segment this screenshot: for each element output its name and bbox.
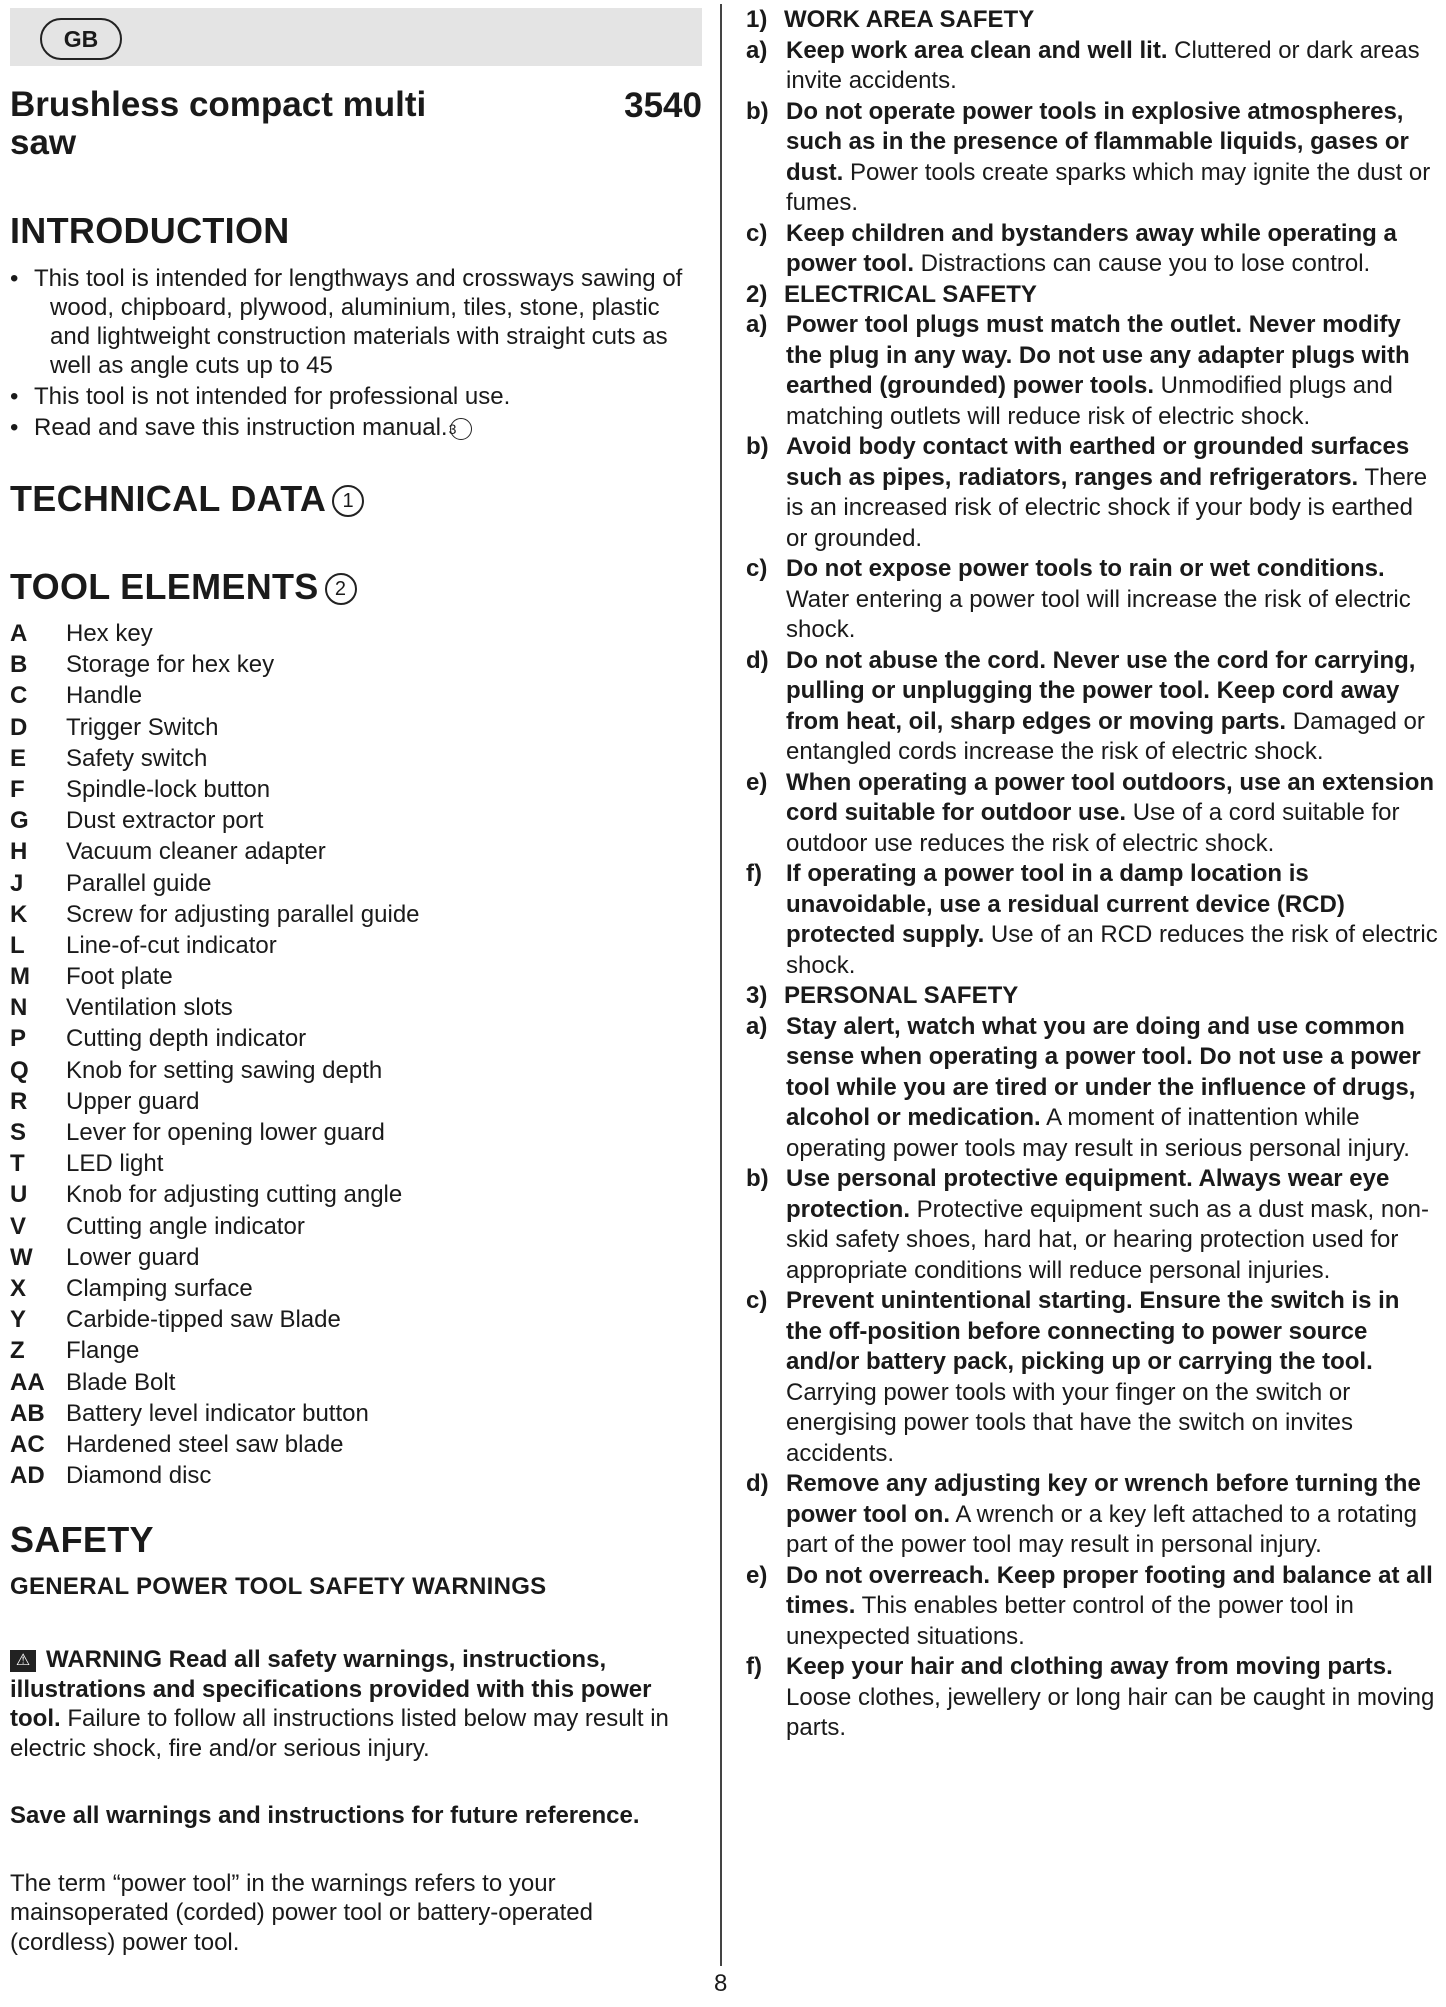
safety-item-text: Power tools create sparks which may ignite the dust or fumes. bbox=[786, 158, 1431, 216]
tool-element-name: Carbide-tipped saw Blade bbox=[66, 1306, 341, 1334]
safety-item-label: a) bbox=[746, 311, 768, 338]
safety-item-label: a) bbox=[746, 1012, 768, 1040]
tool-element-row bbox=[10, 836, 702, 867]
safety-item-bold: If operating a power tool in a damp location is unavoidable, use a residual current device (RCD) protected supply. bbox=[786, 860, 1345, 948]
safety-item-bold: Avoid body contact with earthed or grounded surfaces such as pipes, radiators, ranges and refrigerators. bbox=[786, 433, 1410, 491]
safety-item-label: b) bbox=[746, 97, 769, 125]
tool-element-row bbox=[10, 1304, 702, 1335]
safety-item bbox=[746, 219, 1438, 280]
tool-element-name: Clamping surface bbox=[66, 1274, 253, 1302]
safety-item-bold: Do not abuse the cord. Never use the cord for carrying, pulling or unplugging the power tool. Keep cord away from heat, oil, sharp edges or moving parts. bbox=[786, 646, 1416, 735]
introduction-heading: INTRODUCTION bbox=[10, 210, 290, 251]
tool-element-letter: K bbox=[10, 900, 28, 928]
safety-item-bold: Power tool plugs must match the outlet. Never modify the plug in any way. Do not use any adapter plugs with earthed (grounded) power tools. bbox=[786, 311, 1410, 399]
safety-item-text: Unmodified plugs and matching outlets will reduce risk of electric shock. bbox=[786, 372, 1393, 430]
term-note: The term “power tool” in the warnings refers to your mainsoperated (corded) power tool or battery-operated (cordless) power tool. bbox=[10, 1869, 593, 1956]
tool-element-name: Safety switch bbox=[66, 744, 208, 772]
page-number: 8 bbox=[714, 1970, 728, 1997]
section-heading bbox=[746, 280, 1438, 311]
safety-item-body bbox=[786, 859, 1438, 981]
tool-element-name: Cutting depth indicator bbox=[66, 1025, 307, 1053]
tool-elements-list bbox=[10, 618, 702, 1491]
safety-item bbox=[746, 310, 1438, 432]
tool-element-name: Vacuum cleaner adapter bbox=[66, 838, 326, 866]
tool-element-row bbox=[10, 1273, 702, 1304]
section-heading bbox=[746, 981, 1438, 1012]
warning-paragraph: ⚠ WARNING Read all safety warnings, instructions, illustrations and specifications provided with this power tool. Failure to follow all instructions listed below may result in electric shock, fire and/or serious injury. bbox=[10, 1646, 669, 1762]
tool-element-row bbox=[10, 1398, 702, 1429]
tool-element-row bbox=[10, 1023, 702, 1054]
safety-item-bold: Prevent unintentional starting. Ensure the switch is in the off-position before connecting to power source and/or battery pack, picking up or carrying the tool. bbox=[786, 1287, 1400, 1375]
tool-element-row bbox=[10, 1055, 702, 1086]
tool-element-letter: E bbox=[10, 744, 27, 772]
title-row bbox=[10, 86, 702, 168]
safety-item-label: a) bbox=[746, 36, 768, 64]
tool-element-row bbox=[10, 1367, 702, 1398]
safety-item-body bbox=[786, 36, 1438, 97]
safety-heading: SAFETY bbox=[10, 1519, 154, 1561]
tool-element-name: Lever for opening lower guard bbox=[66, 1119, 385, 1146]
tool-element-row bbox=[10, 961, 702, 992]
tool-element-row bbox=[10, 649, 702, 680]
tool-element-letter: J bbox=[10, 869, 24, 897]
safety-item-label: c) bbox=[746, 555, 768, 582]
safety-item-bold: Use personal protective equipment. Always wear eye protection. bbox=[786, 1165, 1390, 1223]
tool-element-name: Trigger Switch bbox=[66, 713, 219, 741]
tool-element-row bbox=[10, 1460, 702, 1491]
tool-element-name: Diamond disc bbox=[66, 1462, 212, 1490]
list-item: • Read and save this instruction manual.3 bbox=[10, 413, 702, 442]
tool-element-name: LED light bbox=[66, 1150, 164, 1178]
list-item: • This tool is not intended for professional use. bbox=[10, 383, 511, 410]
tool-element-letter: AB bbox=[10, 1399, 45, 1427]
safety-item-text: Loose clothes, jewellery or long hair can be caught in moving parts. bbox=[786, 1683, 1435, 1741]
tool-element-name: Battery level indicator button bbox=[66, 1399, 369, 1427]
tool-element-row bbox=[10, 743, 702, 774]
tool-element-letter: W bbox=[10, 1243, 33, 1271]
tool-element-name: Line-of-cut indicator bbox=[66, 931, 277, 959]
safety-item-bold: Do not operate power tools in explosive atmospheres, such as in the presence of flammable liquids, gases or dust. bbox=[786, 97, 1409, 186]
tool-element-letter: A bbox=[10, 620, 28, 647]
tool-element-letter: N bbox=[10, 994, 28, 1022]
figure-ref-2: 2 bbox=[325, 573, 357, 605]
safety-item-text: A wrench or a key left attached to a rotating part of the power tool may result in personal injury. bbox=[786, 1500, 1417, 1558]
tool-element-letter: H bbox=[10, 838, 28, 866]
section-number: 1) bbox=[746, 6, 768, 33]
safety-item-body bbox=[786, 219, 1438, 280]
tool-element-letter: P bbox=[10, 1025, 27, 1053]
tool-element-letter: U bbox=[10, 1181, 28, 1209]
language-bar bbox=[10, 8, 702, 66]
tool-element-letter: X bbox=[10, 1274, 27, 1302]
tool-element-row bbox=[10, 1211, 702, 1242]
safety-item-label: b) bbox=[746, 433, 769, 460]
safety-item-body bbox=[786, 768, 1438, 860]
right-column bbox=[746, 5, 1438, 1744]
tool-element-name: Hex key bbox=[66, 620, 153, 647]
section-number: 2) bbox=[746, 280, 768, 308]
safety-item-text: Protective equipment such as a dust mask, non-skid safety shoes, hard hat, or hearing protection used for appropriate conditions will reduce personal injuries. bbox=[786, 1195, 1429, 1284]
tool-element-name: Flange bbox=[66, 1337, 140, 1365]
safety-item-body bbox=[786, 554, 1438, 646]
tool-element-letter: Z bbox=[10, 1337, 25, 1365]
tool-element-letter: AD bbox=[10, 1462, 45, 1490]
tool-element-letter: Q bbox=[10, 1056, 29, 1084]
tool-element-letter: AA bbox=[10, 1368, 45, 1396]
tool-element-letter: AC bbox=[10, 1430, 45, 1458]
safety-item bbox=[746, 1286, 1438, 1469]
safety-item bbox=[746, 1561, 1438, 1653]
safety-item-text: A moment of inattention while operating power tools may result in serious personal injury. bbox=[786, 1104, 1410, 1162]
safety-item-body bbox=[786, 310, 1438, 432]
safety-subheading: GENERAL POWER TOOL SAFETY WARNINGS bbox=[10, 1573, 547, 1601]
safety-item-bold: Do not overreach. Keep proper footing and balance at all times. bbox=[786, 1561, 1433, 1619]
safety-item-label: f) bbox=[746, 860, 762, 887]
tool-element-row bbox=[10, 1086, 702, 1117]
safety-item-text: Use of an RCD reduces the risk of electric shock. bbox=[786, 921, 1438, 979]
tool-element-row bbox=[10, 899, 702, 930]
tool-element-row bbox=[10, 1242, 702, 1273]
tool-element-letter: R bbox=[10, 1087, 28, 1115]
safety-item bbox=[746, 1652, 1438, 1744]
tool-element-letter: L bbox=[10, 931, 25, 959]
safety-item-bold: Do not expose power tools to rain or wet conditions. bbox=[786, 555, 1385, 582]
save-note: Save all warnings and instructions for future reference. bbox=[10, 1802, 640, 1830]
tool-element-row bbox=[10, 930, 702, 961]
tool-element-row bbox=[10, 1117, 702, 1148]
safety-item-bold: Keep your hair and clothing away from moving parts. bbox=[786, 1653, 1393, 1680]
tool-element-name: Knob for adjusting cutting angle bbox=[66, 1181, 403, 1209]
tool-element-name: Parallel guide bbox=[66, 869, 212, 897]
section-title: PERSONAL SAFETY bbox=[784, 982, 1019, 1009]
list-item: • This tool is intended for lengthways and crossways sawing of wood, chipboard, plywood, aluminium, tiles, stone, plastic and lightweight construction materials with straight cuts as well as angle cuts up to 45 bbox=[10, 265, 683, 379]
tool-element-letter: D bbox=[10, 713, 28, 741]
technical-data-heading: TECHNICAL DATA 1 bbox=[10, 478, 702, 520]
tool-element-row bbox=[10, 992, 702, 1023]
section-number: 3) bbox=[746, 982, 768, 1009]
product-model: 3540 bbox=[624, 86, 702, 125]
tool-element-row bbox=[10, 868, 702, 899]
tool-element-name: Knob for setting sawing depth bbox=[66, 1056, 383, 1084]
tool-element-letter: T bbox=[10, 1150, 25, 1178]
safety-item-label: e) bbox=[746, 768, 768, 796]
safety-item-bold: When operating a power tool outdoors, use an extension cord suitable for outdoor use. bbox=[786, 768, 1435, 826]
safety-item-label: d) bbox=[746, 646, 769, 674]
tool-element-name: Handle bbox=[66, 682, 143, 710]
tool-element-row bbox=[10, 712, 702, 743]
tool-element-name: Spindle-lock button bbox=[66, 775, 271, 803]
safety-item-label: c) bbox=[746, 219, 768, 247]
tool-element-letter: C bbox=[10, 682, 28, 710]
safety-item-bold: Remove any adjusting key or wrench before turning the power tool on. bbox=[786, 1470, 1421, 1528]
tool-element-row bbox=[10, 805, 702, 836]
safety-item-body bbox=[786, 1012, 1438, 1165]
tool-element-name: Ventilation slots bbox=[66, 994, 233, 1022]
section-title: WORK AREA SAFETY bbox=[784, 6, 1035, 33]
tool-element-name: Foot plate bbox=[66, 963, 173, 991]
tool-element-letter: G bbox=[10, 807, 29, 835]
safety-item-body bbox=[786, 97, 1438, 219]
safety-item-text: There is an increased risk of electric shock if your body is earthed or grounded. bbox=[786, 463, 1428, 552]
tool-element-name: Blade Bolt bbox=[66, 1368, 176, 1396]
tool-element-name: Cutting angle indicator bbox=[66, 1212, 305, 1240]
tool-elements-heading: TOOL ELEMENTS 2 bbox=[10, 566, 702, 608]
tool-element-name: Storage for hex key bbox=[66, 651, 275, 679]
tool-element-row bbox=[10, 774, 702, 805]
safety-item bbox=[746, 1012, 1438, 1165]
tool-element-row bbox=[10, 1179, 702, 1210]
tool-element-row bbox=[10, 1148, 702, 1179]
tool-element-letter: M bbox=[10, 963, 30, 991]
safety-item-text: Carrying power tools with your finger on the switch or energising power tools that have the switch on invites accidents. bbox=[786, 1378, 1353, 1467]
left-column bbox=[10, 8, 702, 1957]
safety-item bbox=[746, 768, 1438, 860]
safety-item-body bbox=[786, 646, 1438, 768]
safety-item-body bbox=[786, 1286, 1438, 1469]
safety-item-text: Use of a cord suitable for outdoor use reduces the risk of electric shock. bbox=[786, 799, 1400, 857]
tool-element-row bbox=[10, 680, 702, 711]
safety-item-label: e) bbox=[746, 1561, 768, 1589]
safety-item bbox=[746, 554, 1438, 646]
safety-item-text: This enables better control of the power tool in unexpected situations. bbox=[786, 1592, 1354, 1650]
safety-item bbox=[746, 859, 1438, 981]
tool-element-letter: V bbox=[10, 1212, 27, 1240]
safety-item bbox=[746, 1164, 1438, 1286]
safety-item-body bbox=[786, 1164, 1438, 1286]
safety-item-bold: Stay alert, watch what you are doing and use common sense when operating a power tool. Do not use a power tool while you are tired or under the influence of drugs, alcohol or medication. bbox=[786, 1012, 1421, 1131]
product-title: Brushless compact multi saw bbox=[10, 85, 427, 162]
tool-element-name: Screw for adjusting parallel guide bbox=[66, 900, 420, 928]
section-title: ELECTRICAL SAFETY bbox=[784, 280, 1037, 308]
tool-element-letter: Y bbox=[10, 1306, 27, 1334]
safety-item-text: Water entering a power tool will increase the risk of electric shock. bbox=[786, 585, 1411, 643]
safety-item bbox=[746, 36, 1438, 97]
safety-item-text: Distractions can cause you to lose control. bbox=[914, 250, 1371, 277]
safety-item bbox=[746, 97, 1438, 219]
tool-element-letter: F bbox=[10, 775, 25, 803]
safety-item-body bbox=[786, 432, 1438, 554]
safety-item-text: Damaged or entangled cords increase the risk of electric shock. bbox=[786, 707, 1425, 765]
safety-item bbox=[746, 432, 1438, 554]
safety-item-text: Cluttered or dark areas invite accidents. bbox=[786, 36, 1420, 94]
section-heading bbox=[746, 5, 1438, 36]
safety-item-label: f) bbox=[746, 1653, 762, 1680]
warning-icon: ⚠ bbox=[10, 1650, 36, 1672]
safety-item-label: c) bbox=[746, 1287, 768, 1314]
safety-item-label: d) bbox=[746, 1470, 769, 1497]
safety-item-body bbox=[786, 1469, 1438, 1561]
introduction-bullets bbox=[10, 264, 702, 442]
tool-element-row bbox=[10, 1429, 702, 1460]
safety-item-body bbox=[786, 1652, 1438, 1744]
safety-item bbox=[746, 1469, 1438, 1561]
tool-element-name: Hardened steel saw blade bbox=[66, 1430, 344, 1458]
tool-element-name: Lower guard bbox=[66, 1243, 200, 1271]
figure-ref-3: 3 bbox=[450, 418, 472, 440]
tool-element-letter: B bbox=[10, 651, 28, 679]
safety-item-label: b) bbox=[746, 1165, 769, 1192]
safety-item-bold: Keep work area clean and well lit. bbox=[786, 36, 1168, 64]
safety-item-bold: Keep children and bystanders away while operating a power tool. bbox=[786, 219, 1397, 277]
tool-element-letter: S bbox=[10, 1119, 27, 1146]
safety-item-body bbox=[786, 1561, 1438, 1653]
column-divider bbox=[720, 4, 722, 1966]
safety-item bbox=[746, 646, 1438, 768]
tool-element-name: Dust extractor port bbox=[66, 807, 264, 835]
tool-element-name: Upper guard bbox=[66, 1087, 200, 1115]
figure-ref-1: 1 bbox=[332, 485, 364, 517]
tool-element-row bbox=[10, 618, 702, 649]
language-badge: GB bbox=[40, 18, 122, 60]
tool-element-row bbox=[10, 1335, 702, 1366]
